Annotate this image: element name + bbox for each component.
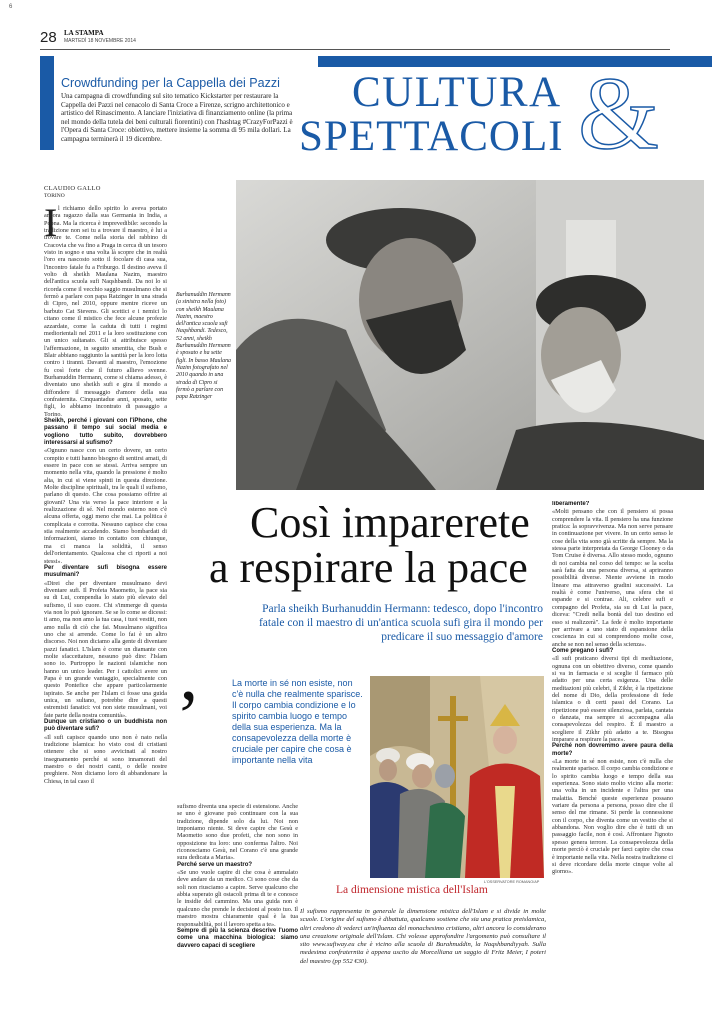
crowdfunding-accent-bar	[40, 56, 54, 150]
info-box-title: La dimensione mistica dell'Islam	[336, 884, 488, 896]
question-2: Per diventare sufi bisogna essere musulmani?	[44, 564, 167, 579]
masthead: LA STAMPA	[64, 29, 104, 37]
answer-2: «Direi che per diventare musulmano devi diventare sufi. Il Profeta Maometto, la pace sia su di Lui, compendia lo stato più elevato del sufismo, il suo cuore. Chi s'immerge di questa via non lo può ignorare. Se se lo come se dicessi: ti amo, ma non amo la tua casa, i tuoi vestiti, non amo nulla di ciò che fai. Musulmano significa uno che si arrende. Come lo fai è un altro discorso. Noi non diciamo alla gente di diventare pazzi fanatici. L'Islam è come un diamante con molte sfaccettature, nessuno può dire: l'Islam sono io. Purtroppo le nazioni islamiche non hanno un unico leader. Per i cattolici avere un Papa è un grande vantaggio, specialmente con questo Pontefice che appare particolarmente ispirato. Se anche per l'Islam ci fosse una guida unica, un sultano, potrebbe dire a questi estremisti fanatici: voi non siete musulmani, voi fate parte della nostra comunità».	[44, 579, 167, 719]
pullquote-text: La morte in sé non esiste, non c'è nulla che realmente sparisce. Il corpo cambia condizione e lo spirito cambia luogo e tempo della sua esperienza. Ma la consapevolezza della morte è cruciale per capire che cosa è importante nella vita	[232, 678, 363, 765]
drop-cap: I	[44, 200, 58, 245]
answer-4: «Se uno vuole capire di che cosa è ammalato deve andare da un medico. Ci sono cose che da soli non riusciamo a capire. Serve qualcuno che abbia superato gli ostacoli prima di te e conosce le insidie del cammino. Ma una guida non è qualcuno che prende le decisioni al posto tuo. Il maestro mostra chiaramente qual è la tua responsabilità, poi il lavoro spetta a te».	[177, 869, 298, 928]
answer-5: «Molti pensano che con il pensiero si possa comprendere la vita. Il pensiero ha una funzione pratica: la sopravvivenza. Ma non serve pensare in continuazione per vivere. In un certo senso le cose della vita sono già scritte da sempre. Ma la stessa parte interpretata da George Clooney o da Tom Cruise è diversa. Allo stesso modo, ognuno di noi cambia nel corso del tempo: se la scelta sarà fatta da una persona diversa, si apriranno possibilità diverse. Niente avviene in modo lineare ma attraverso gradini successivi. La realtà è come l'universo, una sfera che si espande e si contrae. Ali, celebre sufi e compagno del Profeta, sia su di Lui la pace, diceva: "Credi nella bontà del tuo destino ed esso si realizzerà". La fede è molto importante per arrivare a uno stato di espansione della coscienza in cui si comprendono molte cose, anche se non nel senso della scienza».	[552, 508, 673, 648]
crowdfunding-title: Crowdfunding per la Cappella dei Pazzi	[61, 76, 280, 90]
page-number: 28	[40, 29, 57, 46]
header-date: MARTEDÌ 18 NOVEMBRE 2014	[64, 38, 136, 44]
article-column-1	[44, 200, 167, 1015]
question-1: Sheikh, perché i giovani con l'iPhone, che passano il tempo sui social media e vogliono tutto subito, dovrebbero interessarsi al sufismo?	[44, 417, 167, 446]
main-photo-image	[236, 180, 704, 490]
question-7: Perché non dovremmo avere paura della morte?	[552, 743, 673, 757]
answer-7: «La morte in sé non esiste, non c'è nulla che realmente sparisce. Il corpo cambia condizione e lo spirito cambia luogo e tempo della sua esperienza. Sono stato molto vicino alla morte: una volta in un incidente e l'altra per una malattia. Benché queste esperienze possano variare da persona a persona, posso dire che il senso del me rimane. Si perde la connessione con il corpo, che diventa come un vestito che si abbandona. Non voglio dire che è tutti di un passaggio facile, non è così. Affrontare l'ignoto spesso genera terrore. La consapevolezza della morte perciò è cruciale per farci capire che cosa è importante nella vita. Nella nostra tradizione ci si deve ricordare della morte cinque volte al giorno».	[552, 758, 673, 876]
answer-6: «Il sufi praticano diversi tipi di meditazione, ognuna con un obiettivo diverso, come quando si va in farmacia e si sceglie il farmaco più adatto per una certa esigenza. Una delle meditazioni più celebri, il Zikhr, è la ripetizione del nome di Dio, della professione di fede islamica o di certi passi del Corano. La ripetizione può essere silenziosa, parlata, cantata o danzata, ma sempre si accompagna alla consapevolezza del respiro. È il maestro a scegliere il Zikhr più adatto a te. Bisogna imparare a respirare la pace».	[552, 655, 673, 743]
info-box-body: Il sufismo rappresenta in generale la dimensione mistica dell'Islam e si divide in molte scuole. L'origine del sufismo è dibattuta, qualcuno sostiene che sia una pratica preislamica, altri credono di vederci un'influenza del monachesimo cristiano, altri ancora lo considerano una creazione originale dell'Islam. Chi volesse approfondire l'argomento può consultare il sito www.sufiway.eu che è vicino alla scuola di Burahnuddin, la Naqshbandiyyah. Sulla medesima confraternita è appena uscito da Morcelliana un saggio di Fritz Meier, I poteri del maestro (pp 552 €30).	[300, 908, 546, 965]
section-title-cultura: CULTURA	[352, 69, 562, 116]
header-rule	[40, 49, 670, 50]
byline-place: TORINO	[44, 193, 65, 199]
answer-3: «Il sufi capisce quando uno non è nato nella tradizione islamica: ho visto cosi di cristiani ottenere che si sono avvicinati al nostro insegnamento perché si sono innamorati del maestro o dei nostri canti, o delle nostre preghiere. Non diciamo loro di abbandonare la Chiesa, in tal caso il	[44, 733, 167, 785]
question-3: Dunque un cristiano o un buddhista non può diventare sufi?	[44, 719, 167, 733]
headline-line-1: Così imparerete	[250, 498, 530, 547]
headline-deck: Parla sheikh Burhanuddin Hermann: tedesco, dopo l'incontro fatale con il maestro di un'antica scuola sufi gira il mondo per predicare il suo messaggio d'amore	[258, 603, 543, 643]
ampersand-icon: &	[578, 56, 659, 171]
main-photo-caption: Burhanuddin Hermann (a sinistra nella foto) con sheikh Maulana Nazim, maestro dell'antica scuola sufi Naqshbandi. Tedesco, 52 anni, sheikh Burhanuddin Hermann è sposato e ha sette figli. In basso Maulana Nazim fotografato nel 2010 quando in una strada di Cipro si fermò a parlare con papa Ratzinger	[176, 292, 231, 401]
pope-photo-credit: L'OSSERVATORE ROMANO/AP	[484, 880, 540, 884]
article-column-2	[177, 803, 298, 1015]
answer-1: «Ognuno nasce con un certo dovere, un certo compito e tutti hanno bisogno di sentirsi amati, di essere in pace con se stessi. Arriva sempre un momento nella vita, quando la pressione è molto alta, in cui si viene spinti in questa direzione. Molte discipline spirituali, tra le quali il sufismo, parlano di questo. Che cosa possiamo offrire ai giovani? Una via verso la pace interiore e la realizzazione di sé. Nel mondo esterno non c'è alcuna offerta, oggi meno che mai. La politica è complicata e corrotta. Nessuno capisce che cosa stia realmente accadendo. Siamo bombardati di informazioni, siamo in contatto con chiunque, ma ci manca la solidità, il senso dell'orientamento. Qualcosa che ci riporti a noi stessi».	[44, 447, 167, 565]
pope-photo-image	[370, 676, 544, 878]
column-2-continuation: sufismo diventa una specie di estensione. Anche se uno è giovane può continuare con la sua tradizione, dipende solo da lui. Noi non imponiamo niente. Si deve capire che Gesù e Maometto sono due profeti, che non sono in opposizione tra loro: uno conferma l'altro. Noi riconosciamo Gesù, nel Corano c'è una grande sura dedicata a Maria».	[177, 803, 298, 862]
headline-line-2: a respirare la pace	[209, 543, 528, 592]
corner-mark: 6	[9, 4, 13, 10]
question-5: Sempre di più la scienza descrive l'uomo come una macchina biologica: siamo davvero capaci di scegliere	[177, 927, 298, 949]
crowdfunding-body: Una campagna di crowdfunding sul sito tematico Kickstarter per restaurare la Cappella dei Pazzi nel cenacolo di Santa Croce a Firenze, scrigno architettonico e artistico del Rinascimento. A lanciare l'iniziativa di finanziamento online (la prima nel mondo della tutela dei beni culturali fiorentini) con l'hashtag #CrazyForPazzi è l'Opera di Santa Croce: obiettivo, mettere insieme la somma di 95 mila dollari. La campagna terminerà il 19 dicembre.	[61, 92, 293, 143]
pope-photo	[370, 676, 544, 878]
main-photo	[236, 180, 704, 490]
section-title-spettacoli: SPETTACOLI	[299, 113, 564, 160]
question-4: Perché serve un maestro?	[177, 861, 253, 868]
article-column-3	[552, 501, 673, 1016]
byline-author: CLAUDIO GALLO	[44, 185, 101, 192]
article-intro: l richiamo dello spirito lo aveva portato ancora ragazzo dalla sua Germania in India, a Poona. Ma la ricerca è imprevedibile: secondo la tradizione non sei tu a trovare il maestro, è lui a trovare te. Come nella storia del rabbino di Cracovia che va fino a Praga in cerca di un tesoro visto in sogno e una volta là scopre che in realtà l'oro era nascosto sotto il focolare di casa sua, l'incontro fatale fu a Friburgo. Il destino aveva il volto di sheikh Maulana Nazim, maestro dell'antica scuola sufi Naqshbandi. Da noi lo si ricorda come il vecchio saggio musulmano che si fermò a parlare con papa Ratzinger in una strada di Cipro, nel 2010, oppure mentre riceve un barbuto Cat Stevens. Gli scettici e i nemici lo citano come il mistico che fece alcune profezie azzardate, come la caduta di tutti i regimi mediorientali nel 2011 e la loro sostituzione con un unico sultanato. Gli si attribuisce spesso l'affermazione, in seguito smentita, che Bush e Blair abbiano raggiunto la santità per la loro lotta contro i tiranni. Davanti al maestro, l'emozione fu così forte che il futuro allievo svenne. Burhanuddin Hermann, come si chiama adesso, è diventato uno sheikh sufi e gira il mondo a diffondere il messaggio d'amore della sua confraternita. Cinquantadue anni, sposato, sette figli, lo abbiamo incontrato di passaggio a Torino.	[44, 205, 167, 418]
pullquote-mark: ‚	[176, 634, 201, 716]
question-6: Come pregano i sufi?	[552, 647, 614, 654]
question-5-end: liberamente?	[552, 501, 590, 507]
